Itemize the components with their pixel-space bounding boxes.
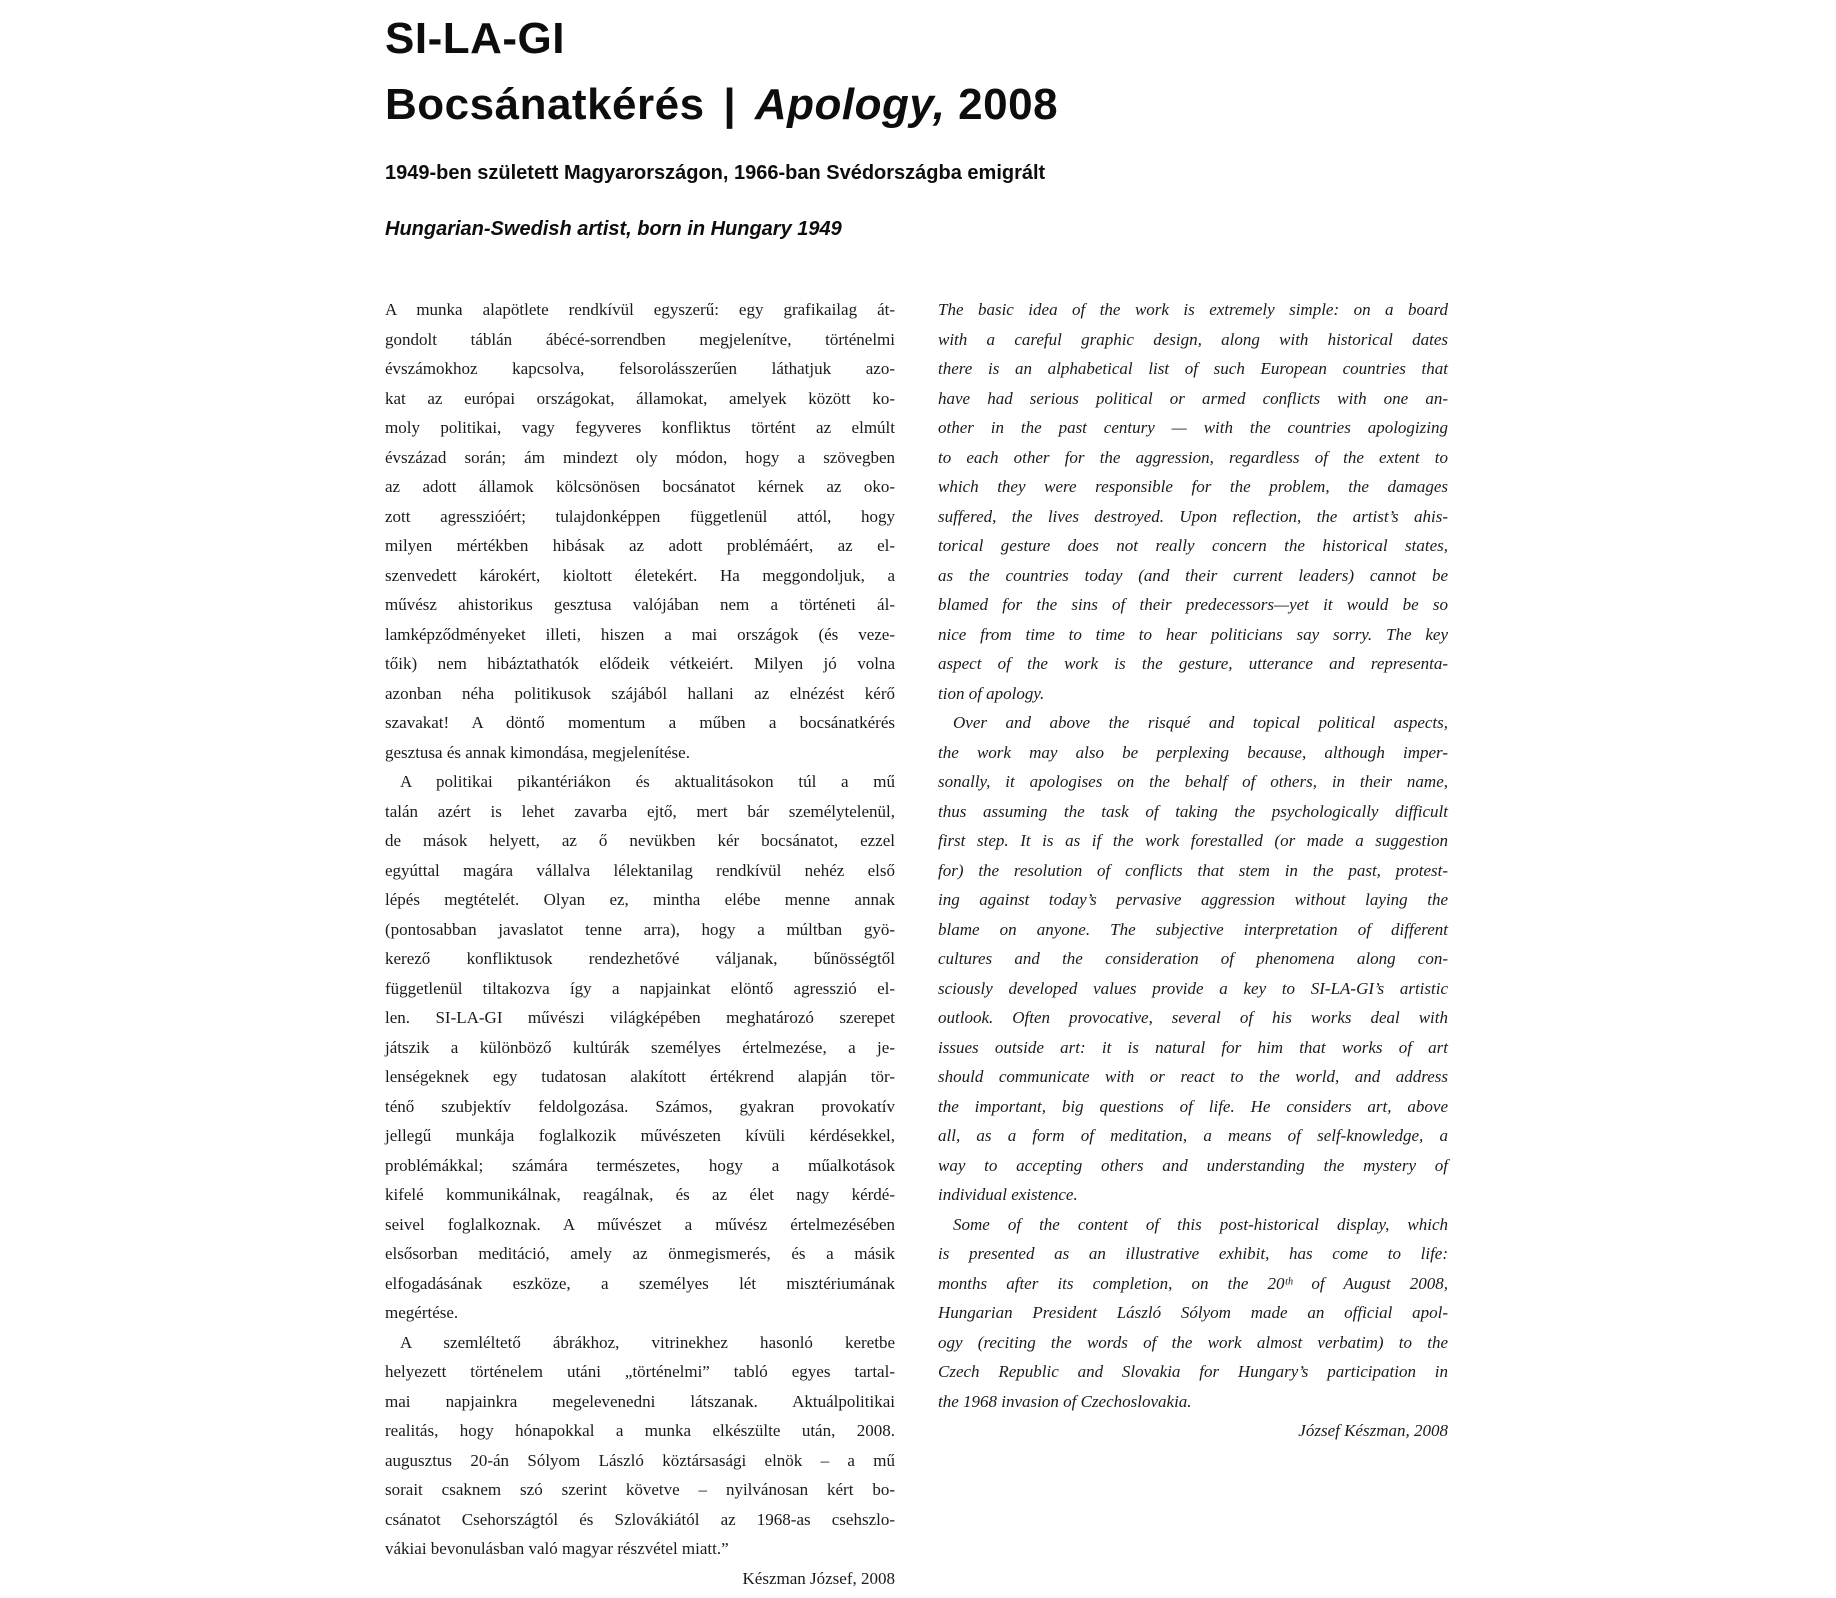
text-line: torical gesture does not really concern the historical states, <box>938 536 1448 555</box>
text-line: moly politikai, vagy fegyveres konfliktus történt az elmúlt <box>385 418 895 437</box>
text-line: szenvedett károkért, kioltott életekért. Ha meggondoljuk, a <box>385 565 895 585</box>
text-line: mai napjainkra megelevenedni látszanak. Aktuálpolitikai <box>385 1391 895 1411</box>
text-line: blamed for the sins of their predecessors—yet it would be so <box>938 595 1448 614</box>
text-line: azonban néha politikusok szájából hallani az elnézést kérő <box>385 683 895 703</box>
text-line: milyen mértékben hibásak az adott problémáért, az el- <box>385 536 895 555</box>
text-line: Hungarian President László Sólyom made an official apol- <box>938 1303 1448 1322</box>
text-line: have had serious political or armed conflicts with one an- <box>938 388 1448 408</box>
work-title-english: Apology, <box>754 80 946 129</box>
text-line: with a careful graphic design, along with historical dates <box>938 329 1448 349</box>
text-line: seivel foglalkoznak. A művészet a művész értelmezésében <box>385 1214 895 1234</box>
text-line: problémákkal; számára természetes, hogy a műalkotások <box>385 1155 895 1175</box>
text-line: művész ahistorikus gesztusa valójában nem a történeti ál- <box>385 595 895 614</box>
text-line: the important, big questions of life. He considers art, above <box>938 1096 1448 1116</box>
text-line: cultures and the consideration of phenomena along con- <box>938 949 1448 968</box>
text-line: nice from time to time to hear politicians say sorry. The key <box>938 624 1448 644</box>
text-line: évszázad során; ám mindezt oly módon, hogy a szövegben <box>385 447 895 467</box>
text-line: jellegű munkája foglalkozik művészeten kívüli kérdésekkel, <box>385 1126 895 1145</box>
text-line: zott agresszióért; tulajdonképpen függetlenül attól, hogy <box>385 506 895 526</box>
text-line: évszámokhoz kapcsolva, felsorolásszerűen láthatjuk azo- <box>385 359 895 378</box>
paragraph-hungarian-2 <box>385 767 895 1328</box>
artist-name: SI-LA-GI <box>385 14 565 63</box>
text-line: csánatot Csehországtól és Szlovákiától az 1968-as csehszlo- <box>385 1509 895 1529</box>
text-line: kat az európai országokat, államokat, amelyek között ko- <box>385 388 895 408</box>
text-line: gesztusa és annak kimondása, megjelenítése. <box>385 742 690 762</box>
paragraph-english-3 <box>938 1210 1448 1417</box>
text-line: (pontosabban javaslatot tenne arra), hogy a múltban gyö- <box>385 919 895 939</box>
text-line: helyezett történelem utáni „történelmi” tabló egyes tartal- <box>385 1362 895 1381</box>
text-line: gondolt táblán ábécé-sorrendben megjelenítve, történelmi <box>385 329 895 349</box>
text-line: tőik) nem hibáztathatók elődeik vétkeiért. Milyen jó volna <box>385 654 895 673</box>
column-english <box>938 295 1448 1593</box>
text-line: for) the resolution of conflicts that stem in the past, protest- <box>938 860 1448 880</box>
text-line: len. SI-LA-GI művészi világképében meghatározó szerepet <box>385 1008 895 1027</box>
text-line: vákiai bevonulásban való magyar részvétel miatt.” <box>385 1539 729 1558</box>
text-line: the 1968 invasion of Czechoslovakia. <box>938 1391 1192 1411</box>
text-line: sciously developed values provide a key to SI-LA-GI’s artistic <box>938 978 1448 998</box>
text-line: ténő szubjektív feldolgozása. Számos, gyakran provokatív <box>385 1096 895 1116</box>
text-line: kifelé kommunikálnak, reagálnak, és az élet nagy kérdé- <box>385 1185 895 1204</box>
paragraph-hungarian-3 <box>385 1328 895 1564</box>
work-title-hungarian: Bocsánatkérés <box>385 80 705 129</box>
text-line: de mások helyett, az ő nevükben kér bocsánatot, ezzel <box>385 831 895 850</box>
text-line: the work may also be perplexing because, although imper- <box>938 742 1448 762</box>
article-body <box>385 295 1448 1593</box>
text-line: sonally, it apologises on the behalf of others, in their name, <box>938 772 1448 791</box>
title-separator: | <box>723 80 737 129</box>
text-line: lamképződményeket illeti, hiszen a mai országok (és veze- <box>385 624 895 644</box>
text-line: suffered, the lives destroyed. Upon reflection, the artist’s ahis- <box>938 506 1448 526</box>
text-line: elfogadásának eszköze, a személyes lét misztériumának <box>385 1273 895 1293</box>
text-line: lépés megtételét. Olyan ez, mintha elébe menne annak <box>385 890 895 909</box>
text-line: should communicate with or react to the world, and address <box>938 1067 1448 1086</box>
text-line: Czech Republic and Slovakia for Hungary’s participation in <box>938 1362 1448 1381</box>
text-line: months after its completion, on the 20ᵗʰ of August 2008, <box>938 1273 1448 1293</box>
text-line: Some of the content of this post-historical display, which <box>953 1214 1448 1234</box>
signature-hungarian: Készman József, 2008 <box>742 1568 895 1588</box>
artist-bio-english: Hungarian-Swedish artist, born in Hungary 1949 <box>385 218 842 240</box>
text-line: sorait csaknem szó szerint követve – nyilvánosan kért bo- <box>385 1480 895 1499</box>
text-line: az adott államok kölcsönösen bocsánatot kérnek az oko- <box>385 477 895 496</box>
text-line: is presented as an illustrative exhibit, has come to life: <box>938 1244 1448 1263</box>
text-line: elsősorban meditáció, amely az önmegismerés, és a másik <box>385 1244 895 1263</box>
text-line: other in the past century — with the countries apologizing <box>938 418 1448 437</box>
text-line: lenségeknek egy tudatosan alakított értékrend alapján tör- <box>385 1067 895 1086</box>
text-line: there is an alphabetical list of such European countries that <box>938 359 1448 378</box>
text-line: issues outside art: it is natural for him that works of art <box>938 1037 1448 1057</box>
paragraph-hungarian-1 <box>385 295 895 767</box>
text-line: first step. It is as if the work forestalled (or made a suggestion <box>938 831 1448 850</box>
text-line: to each other for the aggression, regardless of the extent to <box>938 447 1448 467</box>
text-line: tion of apology. <box>938 683 1045 703</box>
signature-english: József Készman, 2008 <box>1298 1421 1448 1440</box>
text-line: augusztus 20-án Sólyom László köztársasági elnök – a mű <box>385 1450 895 1470</box>
text-line: A szemléltető ábrákhoz, vitrinekhez hasonló keretbe <box>400 1332 895 1352</box>
text-line: kerező konfliktusok rendezhetővé váljanak, bűnösségtől <box>385 949 895 968</box>
text-line: ogy (reciting the words of the work almost verbatim) to the <box>938 1332 1448 1352</box>
text-line: thus assuming the task of taking the psychologically difficult <box>938 801 1448 821</box>
text-line: blame on anyone. The subjective interpretation of different <box>938 919 1448 939</box>
work-title <box>385 72 1485 138</box>
text-line: szavakat! A döntő momentum a műben a bocsánatkérés <box>385 713 895 732</box>
text-line: all, as a form of meditation, a means of self-knowledge, a <box>938 1126 1448 1145</box>
text-line: realitás, hogy hónapokkal a munka elkészülte után, 2008. <box>385 1421 895 1440</box>
work-year: 2008 <box>958 80 1059 129</box>
article-header <box>385 6 1485 242</box>
text-line: which they were responsible for the problem, the damages <box>938 477 1448 496</box>
text-line: as the countries today (and their current leaders) cannot be <box>938 565 1448 585</box>
text-line: individual existence. <box>938 1185 1078 1204</box>
text-line: A politikai pikantériákon és aktualitásokon túl a mű <box>400 772 895 791</box>
text-line: Over and above the risqué and topical political aspects, <box>953 713 1448 732</box>
text-line: megértése. <box>385 1303 459 1322</box>
text-line: játszik a különböző kultúrák személyes értelmezése, a je- <box>385 1037 895 1057</box>
text-line: ing against today’s pervasive aggression without laying the <box>938 890 1448 909</box>
text-line: outlook. Often provocative, several of his works deal with <box>938 1008 1448 1027</box>
text-line: aspect of the work is the gesture, utterance and representa- <box>938 654 1448 673</box>
text-line: A munka alapötlete rendkívül egyszerű: egy grafikailag át- <box>385 300 895 319</box>
text-line: talán azért is lehet zavarba ejtő, mert bár személytelenül, <box>385 801 895 821</box>
column-hungarian <box>385 295 895 1593</box>
text-line: The basic idea of the work is extremely simple: on a board <box>938 300 1448 319</box>
artist-bio-hungarian: 1949-ben született Magyarországon, 1966-ban Svédországba emigrált <box>385 162 1046 184</box>
paragraph-english-2 <box>938 708 1448 1210</box>
paragraph-english-1 <box>938 295 1448 708</box>
text-line: egyúttal magára vállalva lélektanilag rendkívül nehéz első <box>385 860 895 880</box>
text-line: függetlenül tiltakozva így a napjainkat elöntő agresszió el- <box>385 978 895 998</box>
text-line: way to accepting others and understanding the mystery of <box>938 1155 1448 1175</box>
